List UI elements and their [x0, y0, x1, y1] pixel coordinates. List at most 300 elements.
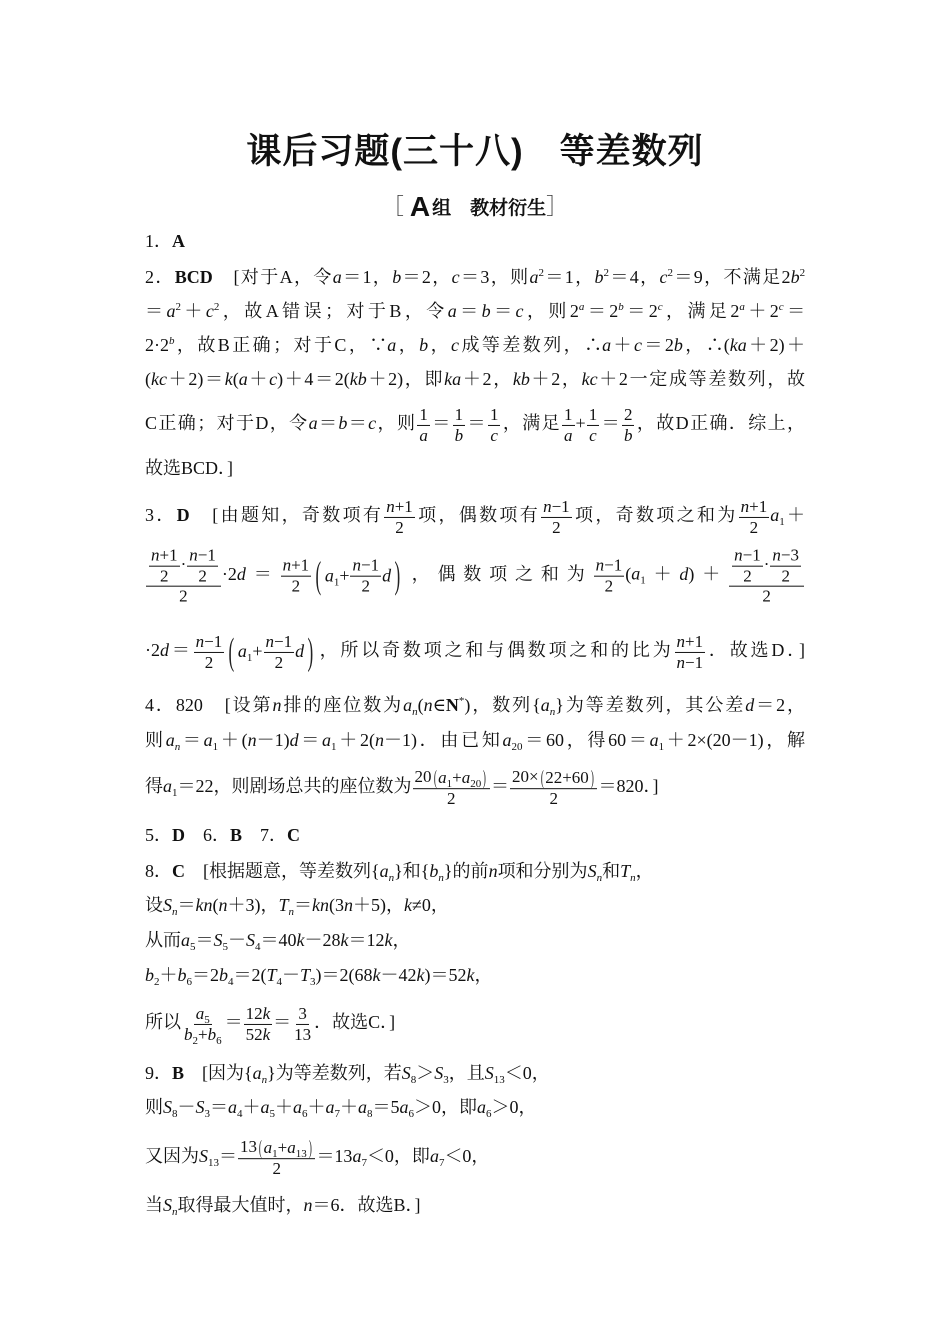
math-term [403, 695, 418, 719]
text-run: 2 [446, 789, 456, 809]
text-run: 3 [298, 1003, 307, 1023]
text-run: (3 [329, 895, 345, 916]
math-term [448, 301, 457, 321]
math-term [482, 301, 491, 321]
fraction [350, 556, 381, 596]
denominator [550, 518, 563, 538]
text-line [145, 825, 805, 847]
denominator [177, 587, 190, 607]
text-run: ＋2×(20－1)，解 [664, 730, 806, 751]
text-run: ＋ [744, 301, 770, 322]
numerator [541, 497, 572, 518]
text-run: −1 [551, 496, 570, 516]
variable: k [224, 369, 233, 390]
math-term [172, 1063, 184, 1083]
variable: S [163, 1195, 172, 1216]
variable: n [344, 895, 354, 916]
math-term [165, 730, 181, 754]
math-term [273, 695, 282, 715]
variable: n [282, 555, 292, 575]
denominator [445, 789, 458, 809]
text-line [145, 1137, 805, 1179]
subscript: 5 [190, 941, 196, 954]
variable: c [205, 301, 214, 322]
text-run: + [198, 1024, 208, 1044]
variable: n [195, 631, 205, 651]
subscript: 5 [222, 941, 228, 954]
text-run: ＞ [416, 1063, 435, 1084]
math-term [467, 965, 475, 985]
variable: a [332, 267, 342, 288]
text-run: }的前 [443, 861, 489, 882]
subscript: 8 [367, 1108, 373, 1121]
text-run: ＝ [466, 413, 487, 434]
math-term [564, 426, 573, 445]
math-term [513, 369, 530, 389]
text-run: )＋ [688, 564, 729, 585]
variable: k [416, 965, 425, 986]
superscript: * [458, 695, 465, 708]
math-term [490, 426, 498, 445]
math-term [172, 861, 185, 881]
variable: k [384, 930, 393, 951]
numerator [453, 405, 466, 426]
variable: b [392, 267, 402, 288]
denominator [748, 518, 761, 538]
fraction [675, 632, 706, 672]
text-run: ＝5 [372, 1097, 400, 1118]
math-term [745, 695, 754, 715]
variable: b [594, 267, 604, 288]
denominator [203, 653, 216, 673]
subscript: 1 [333, 576, 340, 589]
text-run: 3． [145, 505, 177, 526]
math-term [341, 930, 349, 950]
variable: n [488, 861, 498, 882]
subscript: n [412, 706, 418, 719]
variable: k [466, 965, 475, 986]
numerator [187, 546, 218, 567]
text-run: ＝ [177, 895, 196, 916]
variable: a [564, 425, 573, 445]
text-run: ＋ [645, 564, 680, 585]
text-run: 2 [769, 301, 779, 322]
variable: T [300, 965, 311, 986]
text-run: 2 [604, 576, 614, 596]
text-run: － [177, 1097, 196, 1118]
math-term [195, 1097, 211, 1121]
text-run: ＝9，不满足2 [672, 267, 791, 288]
variable: d [289, 730, 299, 751]
subscript: 1 [172, 787, 178, 800]
math-term [649, 730, 665, 754]
variable: kn [195, 895, 213, 916]
math-term [239, 369, 248, 389]
math-term [290, 730, 299, 750]
variable: c [515, 301, 524, 322]
numerator [194, 1004, 212, 1025]
math-term [624, 426, 633, 445]
text-run: −1 [685, 652, 704, 672]
text-run: ＝ [180, 730, 204, 751]
text-run: ＋ [242, 1097, 261, 1118]
math-term [358, 1097, 373, 1121]
variable: a [502, 730, 512, 751]
denominator [196, 566, 209, 586]
text-run: ( [232, 369, 239, 390]
subscript: 6 [302, 1108, 308, 1121]
math-term [404, 895, 412, 915]
fraction [292, 1004, 313, 1044]
math-term [530, 267, 545, 287]
variable: a [238, 369, 248, 390]
text-run: ＋ [307, 1097, 326, 1118]
denominator [587, 426, 599, 446]
variable: n [272, 695, 282, 716]
text-run: ，故A错误；对于B，令 [219, 301, 448, 322]
numerator [675, 632, 706, 653]
text-line [145, 730, 805, 752]
text-run: ， [635, 861, 654, 882]
text-line [145, 458, 805, 480]
text-run: ，∴( [682, 335, 730, 356]
text-line [145, 861, 805, 883]
text-run: ＋ [159, 965, 178, 986]
denominator [779, 566, 792, 586]
text-run: 2 [160, 335, 169, 356]
text-run: ＝ [623, 301, 649, 322]
text-run: 则 [145, 730, 166, 751]
math-term [770, 301, 784, 321]
subscript: n [596, 872, 603, 885]
text-run: ＋2， [461, 369, 513, 390]
text-run: 取得最大值时， [177, 1195, 304, 1216]
variable: S [213, 930, 223, 951]
variable: n [772, 545, 781, 565]
denominator [603, 576, 616, 596]
fraction [264, 632, 295, 672]
text-run: )＝52 [424, 965, 467, 986]
fraction [732, 546, 763, 586]
math-term [266, 632, 275, 651]
text-run: 项，奇数项之和为 [572, 505, 738, 526]
fraction [413, 767, 490, 809]
variable: n [151, 545, 160, 565]
math-term [293, 1097, 308, 1121]
text-run: ，则 [523, 301, 570, 322]
math-term [199, 1146, 219, 1170]
text-run: ＝12 [348, 930, 385, 951]
subscript: n [172, 1206, 178, 1219]
text-run: ＝820．] [598, 776, 659, 797]
superscript: 2 [213, 301, 220, 314]
math-term [266, 965, 283, 989]
text-run: 当 [145, 1195, 163, 1216]
right-paren: ) [590, 767, 594, 790]
variable: c [659, 267, 668, 288]
variable: T [278, 895, 289, 916]
math-term [770, 505, 785, 529]
variable: b [454, 425, 464, 445]
text-run: 13 [294, 1024, 312, 1044]
text-run: 20× [511, 767, 539, 787]
math-term [446, 695, 465, 715]
superscript: b [618, 301, 624, 314]
parenthesized-group [312, 556, 404, 596]
numerator [238, 1137, 315, 1159]
variable: b [481, 301, 491, 322]
text-run: ＝ [430, 413, 452, 434]
text-line [145, 695, 805, 717]
math-term [207, 1024, 222, 1047]
text-run: 2 [274, 652, 284, 672]
text-run: ( [212, 895, 219, 916]
text-run: ＝ [210, 1097, 228, 1118]
math-term [160, 335, 175, 355]
superscript: 2 [603, 267, 609, 280]
fraction [587, 405, 600, 445]
denominator [290, 576, 303, 596]
variable: kb [349, 369, 367, 390]
subscript: 1 [272, 1148, 278, 1161]
subscript: n [438, 872, 444, 885]
parenthesized-group [257, 1137, 313, 1161]
fraction [187, 546, 218, 586]
text-run: ＝4， [609, 267, 660, 288]
text-run: ， [392, 930, 411, 951]
text-run: ＝ [490, 776, 509, 797]
subscript: 20 [511, 741, 523, 754]
math-term [312, 895, 329, 915]
math-term [596, 556, 605, 575]
text-run: ＋5)， [353, 895, 405, 916]
math-term [502, 730, 523, 754]
math-term [278, 895, 295, 919]
fraction [384, 497, 415, 537]
section-heading [0, 190, 950, 223]
variable: ka [729, 335, 747, 356]
text-run: ＞0，即 [414, 1097, 477, 1118]
superscript: a [578, 301, 585, 314]
text-run: ＋2)，即 [366, 369, 445, 390]
math-term [659, 267, 673, 287]
subscript: 1 [212, 741, 219, 754]
text-run: 和 [602, 861, 621, 882]
math-term [451, 335, 459, 355]
math-term [368, 413, 376, 433]
variable: k [296, 930, 305, 951]
left-paren: ( [540, 767, 544, 790]
fraction [417, 405, 430, 445]
denominator [622, 426, 635, 446]
text-run: 22+60 [545, 768, 589, 788]
variable: b [184, 1024, 193, 1044]
variable: c [451, 335, 460, 356]
variable: a [324, 565, 334, 586]
math-term [203, 730, 219, 754]
variable: b [429, 861, 439, 882]
math-term [392, 267, 401, 287]
text-run: ＋ [611, 335, 634, 356]
text-line [145, 267, 805, 289]
text-run: ＋2)＋ [746, 335, 806, 356]
math-term [151, 546, 160, 565]
text-run: ＋ [784, 505, 806, 526]
text-run: C正确；对于D，令 [145, 413, 309, 434]
variable: S [199, 1146, 208, 1167]
math-term [196, 895, 213, 915]
text-run: ＝ [294, 895, 313, 916]
variable: ka [444, 369, 462, 390]
math-term [677, 653, 686, 672]
text-run: － [228, 930, 246, 951]
math-term [429, 861, 444, 885]
numerator [622, 405, 635, 426]
subscript: 2 [154, 976, 160, 989]
text-run: 2 [762, 586, 771, 606]
text-run: 2 [204, 652, 214, 672]
text-run: 项和分别为 [497, 861, 588, 882]
fraction [453, 405, 466, 445]
math-term [177, 505, 190, 525]
variable: n [189, 545, 198, 565]
text-run: 2 [569, 301, 579, 322]
math-term [543, 497, 552, 516]
math-term [246, 930, 261, 954]
math-term [213, 930, 229, 954]
subscript: 4 [276, 976, 283, 989]
denominator [182, 1025, 224, 1045]
group-letter: A [409, 191, 431, 222]
text-run: −1 [742, 545, 761, 565]
text-run: ，满足 [662, 301, 731, 322]
subscript: 7 [438, 1157, 445, 1170]
text-run: ＋2( [336, 730, 375, 751]
variable: n [676, 631, 686, 651]
text-run: ＝6．故选B．] [312, 1195, 421, 1216]
text-run: 1 [588, 404, 598, 424]
text-run: ＝ [245, 564, 280, 585]
denominator [244, 1025, 273, 1045]
right-paren: ) [394, 554, 401, 597]
text-run: ＝22，则剧场总共的座位数为 [177, 776, 412, 797]
text-run: + [452, 768, 462, 788]
bracket-open: ［ [381, 194, 404, 219]
parenthesized-group [539, 768, 596, 788]
text-run: 2 [781, 566, 790, 586]
text-run: ＝2， [401, 267, 452, 288]
math-term [461, 768, 482, 791]
denominator [158, 566, 171, 586]
math-term [540, 695, 556, 719]
text-run: 故选BCD．] [145, 458, 234, 479]
text-run: 又因为 [145, 1146, 199, 1167]
variable: d [160, 640, 169, 661]
text-run: ＝60，得60＝ [522, 730, 650, 751]
text-run: ＜0， [504, 1063, 550, 1084]
variable: S [195, 1097, 205, 1118]
variable: n [352, 555, 361, 575]
denominator [453, 426, 466, 446]
subscript: n [630, 872, 636, 885]
variable: a [352, 1146, 362, 1167]
math-term [237, 564, 246, 584]
fraction [622, 405, 635, 445]
variable: a [166, 301, 176, 322]
variable: a [308, 413, 318, 434]
fraction [488, 405, 501, 445]
math-term [184, 1024, 198, 1047]
variable: a [358, 1097, 367, 1118]
subscript: 1 [658, 741, 665, 754]
text-run: +1 [685, 631, 704, 651]
subscript: 6 [216, 1034, 222, 1047]
text-line [145, 1195, 805, 1217]
text-run: · [763, 554, 770, 574]
text-run: −1 [274, 631, 293, 651]
math-term [175, 267, 213, 287]
text-run: ＝ [169, 640, 193, 661]
math-term [163, 776, 178, 800]
math-term [489, 861, 498, 881]
text-run: [因为{ [184, 1063, 253, 1084]
math-term [269, 369, 277, 389]
text-run: ＞0， [491, 1097, 537, 1118]
subscript: 1 [779, 516, 785, 529]
math-term [344, 895, 353, 915]
text-run: ＋2， [529, 369, 582, 390]
text-run: 2． [145, 267, 175, 288]
numerator [562, 405, 575, 426]
math-term [189, 546, 198, 565]
math-term [263, 1025, 271, 1044]
text-line [145, 1003, 805, 1047]
numerator [739, 497, 770, 518]
numerator [770, 546, 801, 567]
denominator [393, 518, 406, 538]
math-term [379, 861, 395, 885]
variable: T [620, 861, 631, 882]
math-term [287, 1138, 307, 1161]
numerator [510, 767, 598, 789]
variable: n [303, 1195, 313, 1216]
numerator [146, 546, 221, 587]
variable: k [262, 1024, 271, 1044]
variable: a [770, 505, 780, 526]
variable: n [676, 652, 686, 672]
text-run: 排的座位数为 [281, 695, 404, 716]
denominator [741, 566, 754, 586]
subscript: 4 [255, 941, 261, 954]
math-term [382, 565, 391, 587]
variable: kn [312, 895, 330, 916]
subscript: 1 [331, 741, 337, 754]
text-run: ＝13 [316, 1146, 353, 1167]
text-run: 12 [245, 1003, 263, 1023]
variable: a [228, 1097, 237, 1118]
variable: a [649, 730, 659, 751]
math-term [325, 565, 340, 587]
math-term [295, 641, 304, 663]
math-term [791, 267, 806, 287]
bold-text: BCD [174, 267, 213, 288]
fraction [146, 546, 221, 607]
text-run: ( [417, 695, 424, 716]
text-run: ＋ [180, 301, 206, 322]
variable: n [374, 730, 384, 751]
text-run: ＋ [275, 1097, 293, 1118]
right-paren: ) [308, 1137, 312, 1160]
